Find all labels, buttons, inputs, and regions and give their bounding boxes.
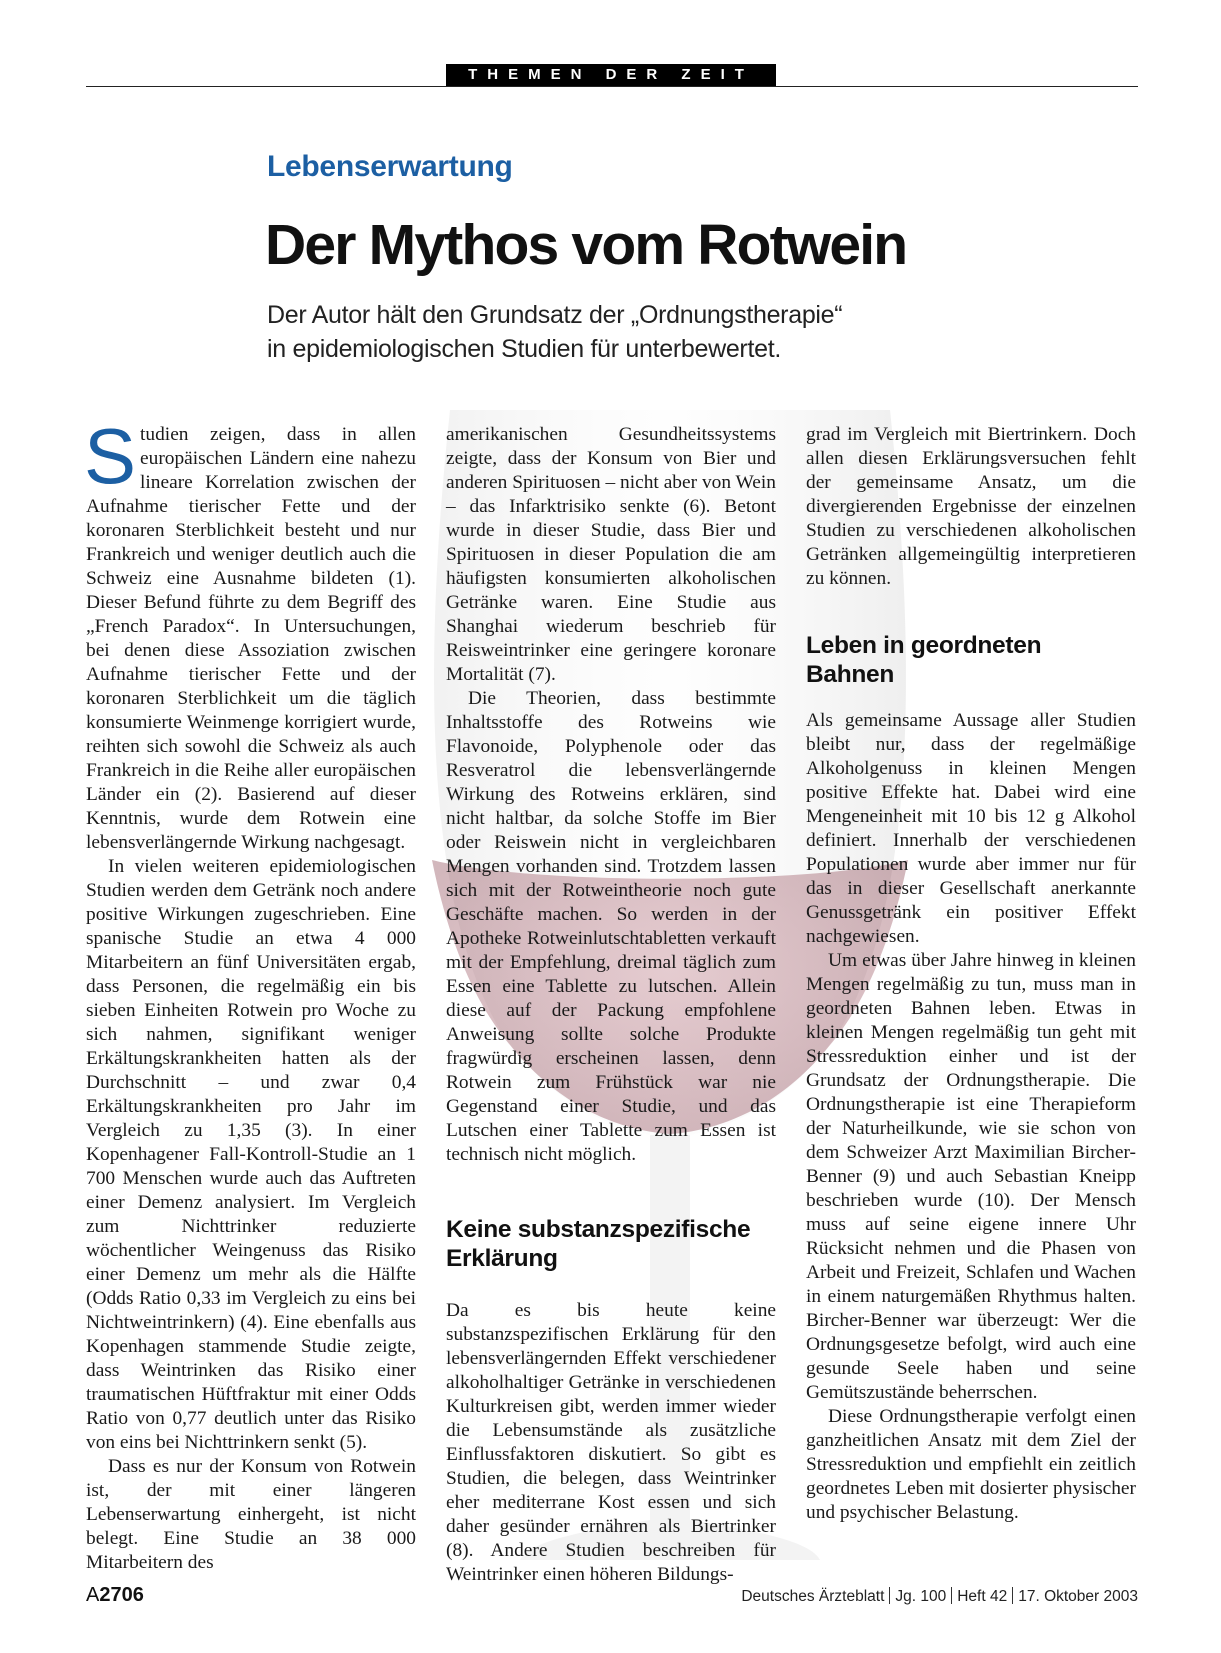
- journal-footer: [741, 1587, 1138, 1606]
- article-column-1: [84, 412, 416, 1575]
- paragraph: grad im Vergleich mit Biertrinkern. Doch allen diesen Erklärungsversuchen fehlt der gemeinsame Ansatz, um die divergierenden Ergebnisse der einzelnen Studien zu verschiedenen alkoholischen Getränken allgemeingültig interpretieren zu können.: [806, 424, 1136, 589]
- paragraph: Die Theorien, dass bestimmte Inhaltsstoffe des Rotweins wie Flavonoide, Polyphenole oder das Resveratrol die lebensverlängernde Wirkung des Rotweins erklären, sind nicht haltbar, da solche Stoffe im Bier oder Reiswein nicht in vergleichbaren Mengen vorhanden sind. Trotzdem lassen sich mit der Rotweintheorie noch gute Geschäfte machen. So werden in der Apotheke Rotweinlutschtabletten verkauft mit der Empfehlung, dreimal täglich zum Essen eine Tablette zu lutschen. Allein diese auf der Packung empfohlene Anweisung sollte solche Produkte fragwürdig erscheinen lassen, denn Rotwein zum Frühstück war nie Gegenstand einer Studie, und das Lutschen einer Tablette zum Essen ist technisch nicht möglich.: [446, 688, 776, 1165]
- page-number-value: 2706: [99, 1584, 144, 1606]
- journal-issue: Heft 42: [957, 1588, 1008, 1605]
- footer-divider: [889, 1587, 890, 1604]
- subtitle-line-1: Der Autor hält den Grundsatz der „Ordnungstherapie“: [267, 301, 843, 329]
- footer-divider: [951, 1587, 952, 1604]
- paragraph: Da es bis heute keine substanzspezifischen Erklärung für den lebensverlängernden Effekt verschiedener alkoholhaltiger Getränke in verschiedenen Kulturkreisen gibt, werden immer wieder die Lebensumstände als zusätzliche Einflussfaktoren diskutiert. So gibt es Studien, die belegen, dass Weintrinker eher mediterrane Kost essen und sich daher gesünder ernähren als Biertrinker (8). Andere Studien beschreiben für Weintrinker einen höheren Bildungs-: [446, 1300, 776, 1585]
- paragraph: Um etwas über Jahre hinweg in kleinen Mengen regelmäßig zu tun, muss man in geordneten Bahnen leben. Etwas in kleinen Mengen regelmäßig tun geht mit Stressreduktion einher und ist der Grundsatz der Ordnungstherapie. Die Ordnungstherapie ist eine Therapieform der Naturheilkunde, wie sie schon von dem Schweizer Arzt Maximilian Bircher-Benner (9) und auch Sebastian Kneipp beschrieben wurde (10). Der Mensch muss auf seine eigene innere Uhr Rücksicht nehmen und die Phasen von Arbeit und Freizeit, Schlafen und Wachen in einem naturgemäßen Rhythmus halten. Bircher-Benner war überzeugt: Wer die Ordnungsgesetze befolgt, wird auch eine gesunde Seele haben und seine Gemütszustände beherrschen.: [806, 950, 1136, 1403]
- paragraph: In vielen weiteren epidemiologischen Studien werden dem Getränk noch andere positive Wirkungen zugeschrieben. Eine spanische Studie an etwa 4 000 Mitarbeitern an fünf Universitäten ergab, dass Personen, die regelmäßig ein bis sieben Einheiten Rotwein pro Woche zu sich nahmen, signifikant weniger Erkältungskrankheiten hatten als der Durchschnitt – und zwar 0,4 Erkältungskrankheiten pro Jahr im Vergleich zu 1,35 (3). In einer Kopenhagener Fall-Kontroll-Studie an 1 700 Menschen wurde auch das Auftreten einer Demenz analysiert. Im Vergleich zum Nichttrinker reduzierte wöchentlicher Weingenuss das Risiko einer Demenz um mehr als die Hälfte (Odds Ratio 0,33 im Vergleich zu eins bei Nichtweintrinkern) (4). Eine ebenfalls aus Kopenhagen stammende Studie zeigte, dass Weintrinken das Risiko einer traumatischen Hüftfraktur mit einer Odds Ratio von 0,77 deutlich unter das Risiko von eins bei Nichttrinkern senkt (5).: [86, 856, 416, 1453]
- article-title: Der Mythos vom Rotwein: [265, 213, 907, 277]
- article-column-3: [806, 423, 1136, 1525]
- article-subtitle: [267, 298, 967, 366]
- page-prefix: A: [86, 1584, 100, 1606]
- footer-divider: [1012, 1587, 1013, 1604]
- article-column-2: [446, 423, 776, 1587]
- paragraph-text: tudien zeigen, dass in allen europäischen Ländern eine nahezu lineare Korrelation zwischen der Aufnahme tierischer Fette und der koronaren Sterblichkeit besteht und nur Frankreich und weniger deutlich auch die Schweiz eine Ausnahme bildeten (1). Dieser Befund führte zu dem Begriff des „French Paradox“. In Untersuchungen, bei denen diese Assoziation zwischen Aufnahme tierischer Fette und der koronaren Sterblichkeit um die täglich konsumierte Weinmenge korrigiert wurde, reihten sich sowohl die Schweiz als auch Frankreich in die Reihe aller europäischen Länder ein (2). Basierend auf dieser Kenntnis, wurde dem Rotwein eine lebensverlängernde Wirkung nachgesagt.: [86, 424, 416, 853]
- paragraph: Als gemeinsame Aussage aller Studien bleibt nur, dass der regelmäßige Alkoholgenuss in kleinen Mengen positive Effekte hat. Dabei wird eine Mengeneinheit mit 10 bis 12 g Alkohol definiert. Innerhalb der verschiedenen Populationen wurde aber immer nur für das in dieser Gesellschaft anerkannte Genussgetränk ein positiver Effekt nachgewiesen.: [806, 710, 1136, 947]
- subtitle-line-2: in epidemiologischen Studien für unterbewertet.: [267, 335, 782, 363]
- section-heading: Keine substanzspezifische Erklärung: [446, 1216, 751, 1272]
- paragraph: Diese Ordnungstherapie verfolgt einen ganzheitlichen Ansatz mit dem Ziel der Stressreduktion und empfiehlt ein zeitlich geordnetes Leben mit dosierter physischer und psychischer Belastung.: [806, 1406, 1136, 1523]
- section-label: THEMEN DER ZEIT: [446, 64, 776, 86]
- section-heading: Leben in geordneten Bahnen: [806, 632, 1042, 688]
- paragraph: [84, 412, 416, 855]
- page-number: [86, 1584, 144, 1607]
- journal-name: Deutsches Ärzteblatt: [741, 1588, 885, 1605]
- drop-cap: S: [84, 412, 137, 500]
- journal-volume: Jg. 100: [895, 1588, 947, 1605]
- paragraph: Dass es nur der Konsum von Rotwein ist, der mit einer längeren Lebenserwartung einhergeht, ist nicht belegt. Eine Studie an 38 000 Mitarbeitern des: [86, 1456, 416, 1573]
- paragraph: amerikanischen Gesundheitssystems zeigte, dass der Konsum von Bier und anderen Spirituosen – nicht aber von Wein – das Infarktrisiko senkte (6). Betont wurde in dieser Studie, dass Bier und Spirituosen in dieser Population die am häufigsten konsumierten alkoholischen Getränke waren. Eine Studie aus Shanghai wiederum beschrieb für Reisweintrinker eine geringere koronare Mortalität (7).: [446, 424, 776, 685]
- header-rule: [86, 86, 1138, 87]
- journal-date: 17. Oktober 2003: [1018, 1588, 1138, 1605]
- article-kicker: Lebenserwartung: [267, 150, 513, 183]
